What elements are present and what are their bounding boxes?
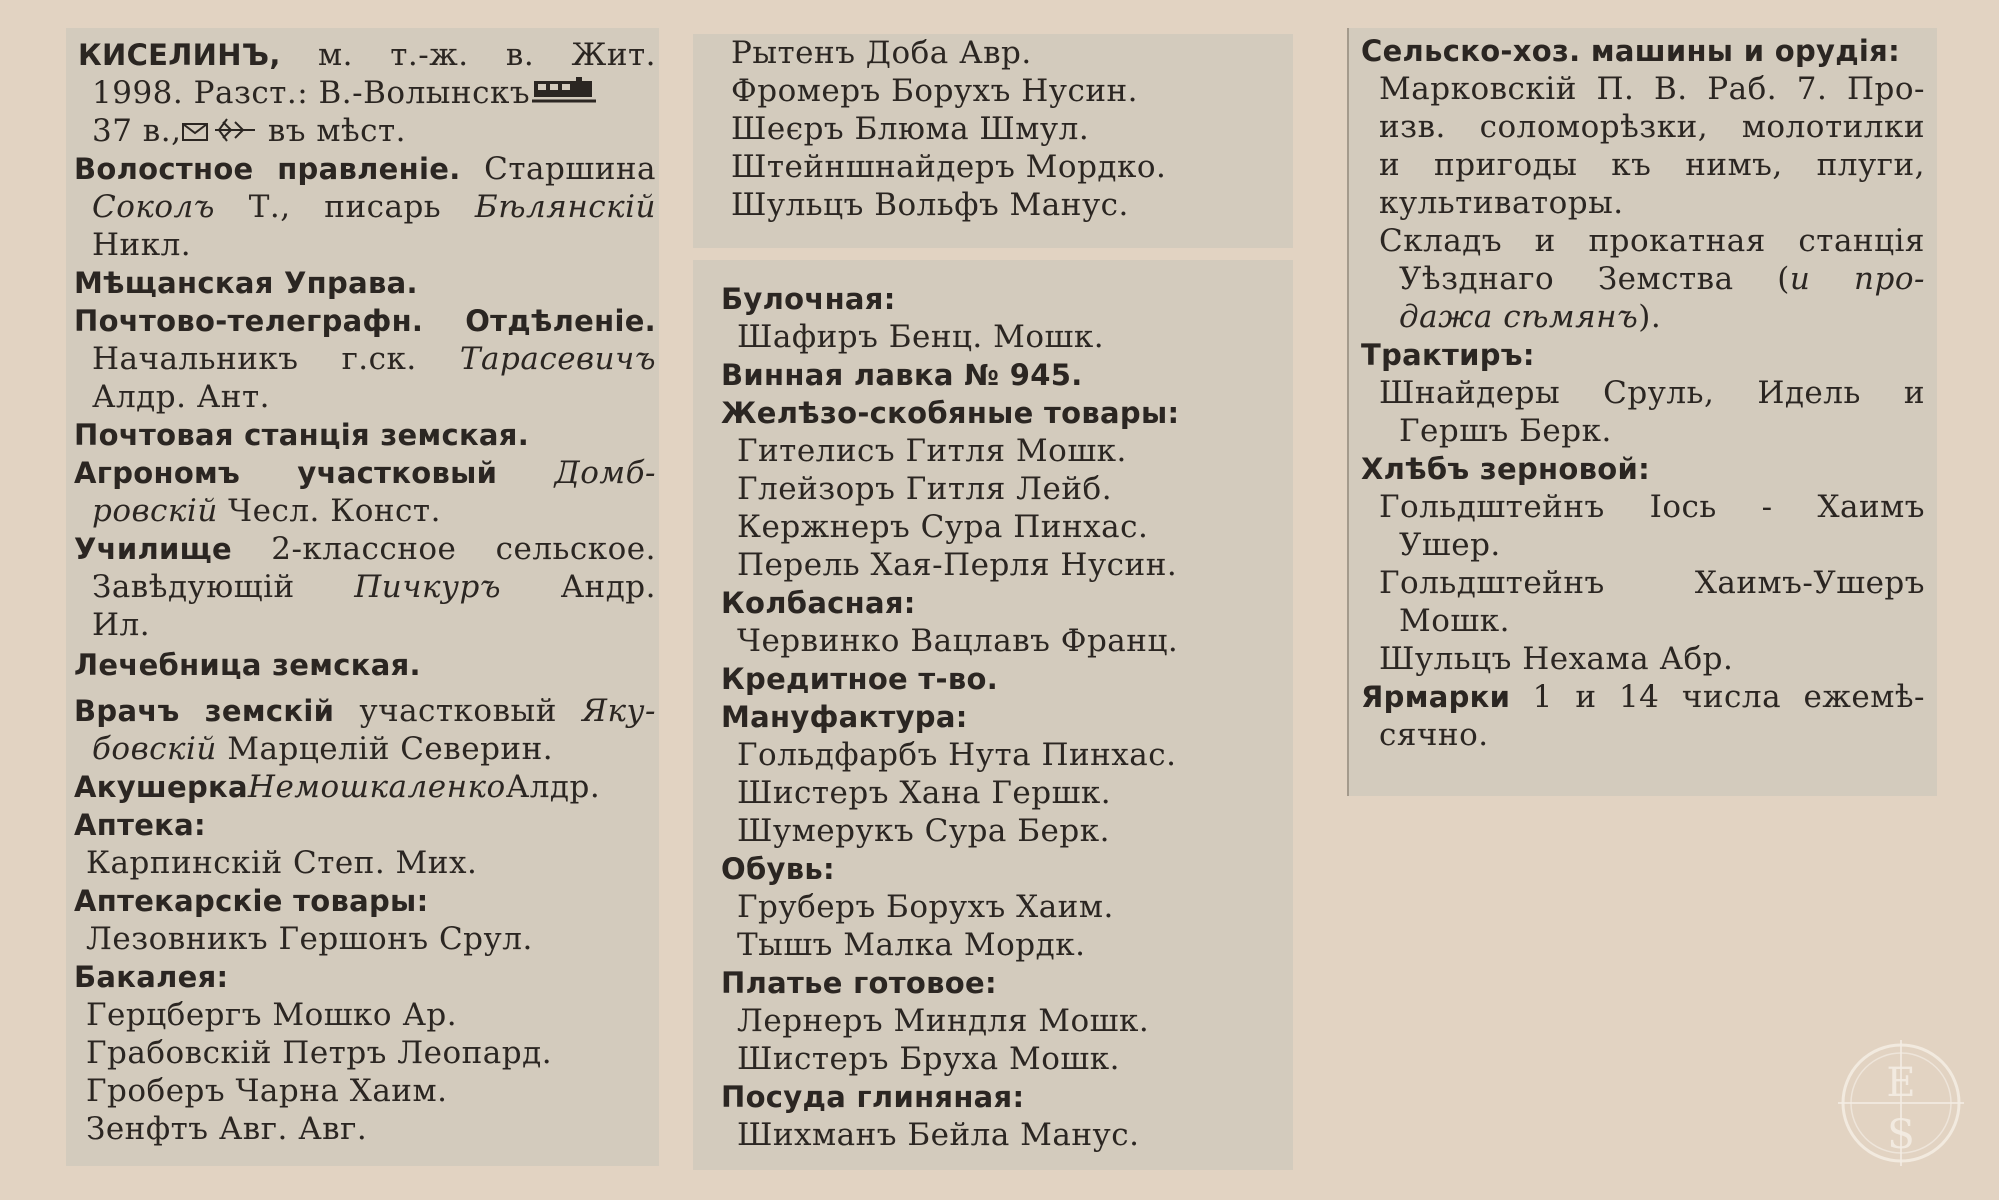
entry-line: Шистеръ Бруха Мошк. (737, 1041, 1120, 1077)
middle-column (693, 260, 1293, 1170)
entry-line: Грабовскій Петръ Леопард. (86, 1035, 553, 1071)
left-column (66, 28, 659, 1166)
entry-line: Груберъ Борухъ Хаим. (737, 889, 1114, 925)
section-heading: Мануфактура: (721, 700, 968, 734)
right-column (1347, 28, 1937, 796)
entry-line: Складъ и прокатная станція (1379, 223, 1925, 259)
entry-line: Ушер. (1399, 527, 1501, 563)
entry-line: Герцбергъ Мошко Ар. (86, 997, 458, 1033)
entry-line: Перель Хая-Перля Нусин. (737, 547, 1178, 583)
entry-line: Шеєръ Блюма Шмул. (731, 111, 1090, 147)
doctor-entry: Врачъ земскій участковый Яку- (74, 693, 656, 729)
section-heading: Сельско-хоз. машины и орудія: (1361, 34, 1900, 68)
entry-line: Марковскій П. В. Раб. 7. Про- (1379, 71, 1925, 107)
telegraph-icon (213, 114, 257, 152)
entry-line: ровскій Чесл. Конст. (92, 493, 441, 529)
section-heading: Трактиръ: (1361, 338, 1535, 372)
entry-line: Гольдфарбъ Нута Пинхас. (737, 737, 1177, 773)
section-heading: Почтовая станція земская. (74, 418, 530, 452)
agronomist-entry: Агрономъ участковый Домб- (74, 455, 656, 491)
entry-line: Шульцъ Нехама Абр. (1379, 641, 1734, 677)
entry-line: Шафиръ Бенц. Мошк. (737, 319, 1105, 355)
watermark-letter-e: E (1886, 1060, 1916, 1106)
entry-line: Гольдштейнъ Хаимъ-Ушеръ (1379, 565, 1925, 601)
entry-line: Алдр. Ант. (92, 379, 270, 415)
section-heading: Кредитное т-во. (721, 662, 999, 696)
entry-line: и пригоды къ нимъ, плуги, (1379, 147, 1925, 183)
town-info-line: 1998. Разст.: В.-Волынскъ (92, 74, 596, 114)
section-heading: Желѣзо-скобяные товары: (721, 396, 1180, 430)
entry-line: Червинко Вацлавъ Франц. (737, 623, 1179, 659)
midwife-entry: АкушеркаНемошкаленкоАлдр. (74, 769, 601, 805)
entry-line: культиваторы. (1379, 185, 1624, 221)
entry-line: дажа сѣмянъ). (1399, 299, 1662, 335)
section-heading: Платье готовое: (721, 966, 997, 1000)
entry-line: Начальникъ г.ск. Тарасевичъ (92, 341, 656, 377)
entry-line: Завѣдующій Пичкуръ Андр. (92, 569, 656, 605)
section-heading: Почтово-телеграфн. Отдѣленіе. (74, 304, 656, 338)
middle-top-column (693, 34, 1293, 248)
entry-line: Лезовникъ Гершонъ Срул. (86, 921, 533, 957)
entry-line: Соколъ Т., писарь Бѣлянскій (92, 189, 656, 225)
section-heading: Колбасная: (721, 586, 916, 620)
entry-line: Шистеръ Хана Гершк. (737, 775, 1112, 811)
entry-line: бовскій Марцелій Северин. (92, 731, 554, 767)
entry-line: Гроберъ Чарна Хаим. (86, 1073, 448, 1109)
entry-line: Рытенъ Доба Авр. (731, 35, 1032, 71)
entry-line: Уѣзднаго Земства (и про- (1399, 261, 1925, 297)
section-heading: Мѣщанская Управа. (74, 266, 418, 300)
section-heading: Бакалея: (74, 960, 229, 994)
section-heading: Обувь: (721, 852, 835, 886)
railway-station-icon (532, 75, 596, 114)
entry-line: Штейншнайдеръ Мордко. (731, 149, 1167, 185)
section-heading: Аптека: (74, 808, 206, 842)
volost-board-entry: Волостное правленіе. Старшина (74, 151, 656, 187)
section-heading: Хлѣбъ зерновой: (1361, 452, 1651, 486)
post-office-icon (181, 114, 209, 152)
es-compass-watermark-icon (1838, 1040, 1964, 1166)
entry-line: Гителисъ Гитля Мошк. (737, 433, 1127, 469)
entry-line: Гершъ Берк. (1399, 413, 1612, 449)
town-heading: КИСЕЛИНЪ, м. т.-ж. в. Жит. (78, 37, 656, 73)
school-entry: Училище 2-классное сельское. (74, 531, 656, 567)
fairs-entry: Ярмарки 1 и 14 числа ежемѣ- (1361, 679, 1925, 715)
entry-line: Глейзоръ Гитля Лейб. (737, 471, 1113, 507)
town-info-line: 37 в., въ мѣст. (92, 112, 406, 152)
entry-line: Никл. (92, 227, 192, 263)
entry-line: Ил. (92, 607, 151, 643)
entry-line: Шихманъ Бейла Манус. (737, 1117, 1140, 1153)
entry-line: Гольдштейнъ Іось - Хаимъ (1379, 489, 1925, 525)
entry-line: изв. соломорѣзки, молотилки (1379, 109, 1925, 145)
section-heading: Посуда глиняная: (721, 1080, 1025, 1114)
section-heading: Аптекарскіе товары: (74, 884, 429, 918)
entry-line: Кержнеръ Сура Пинхас. (737, 509, 1149, 545)
entry-line: Шульцъ Вольфъ Манус. (731, 187, 1129, 223)
entry-line: Тышъ Малка Мордк. (737, 927, 1086, 963)
entry-line: Мошк. (1399, 603, 1510, 639)
section-heading: Лечебница земская. (74, 648, 421, 682)
watermark-letter-s: S (1887, 1112, 1915, 1158)
section-heading: Булочная: (721, 282, 896, 316)
entry-line: сячно. (1379, 717, 1489, 753)
entry-line: Фромеръ Борухъ Нусин. (731, 73, 1139, 109)
entry-line: Зенфтъ Авг. Авг. (86, 1111, 368, 1147)
entry-line: Лернеръ Миндля Мошк. (737, 1003, 1150, 1039)
section-heading: Винная лавка № 945. (721, 358, 1083, 392)
entry-line: Карпинскій Степ. Мих. (86, 845, 478, 881)
entry-line: Шнайдеры Сруль, Идель и (1379, 375, 1925, 411)
entry-line: Шумерукъ Сура Берк. (737, 813, 1110, 849)
